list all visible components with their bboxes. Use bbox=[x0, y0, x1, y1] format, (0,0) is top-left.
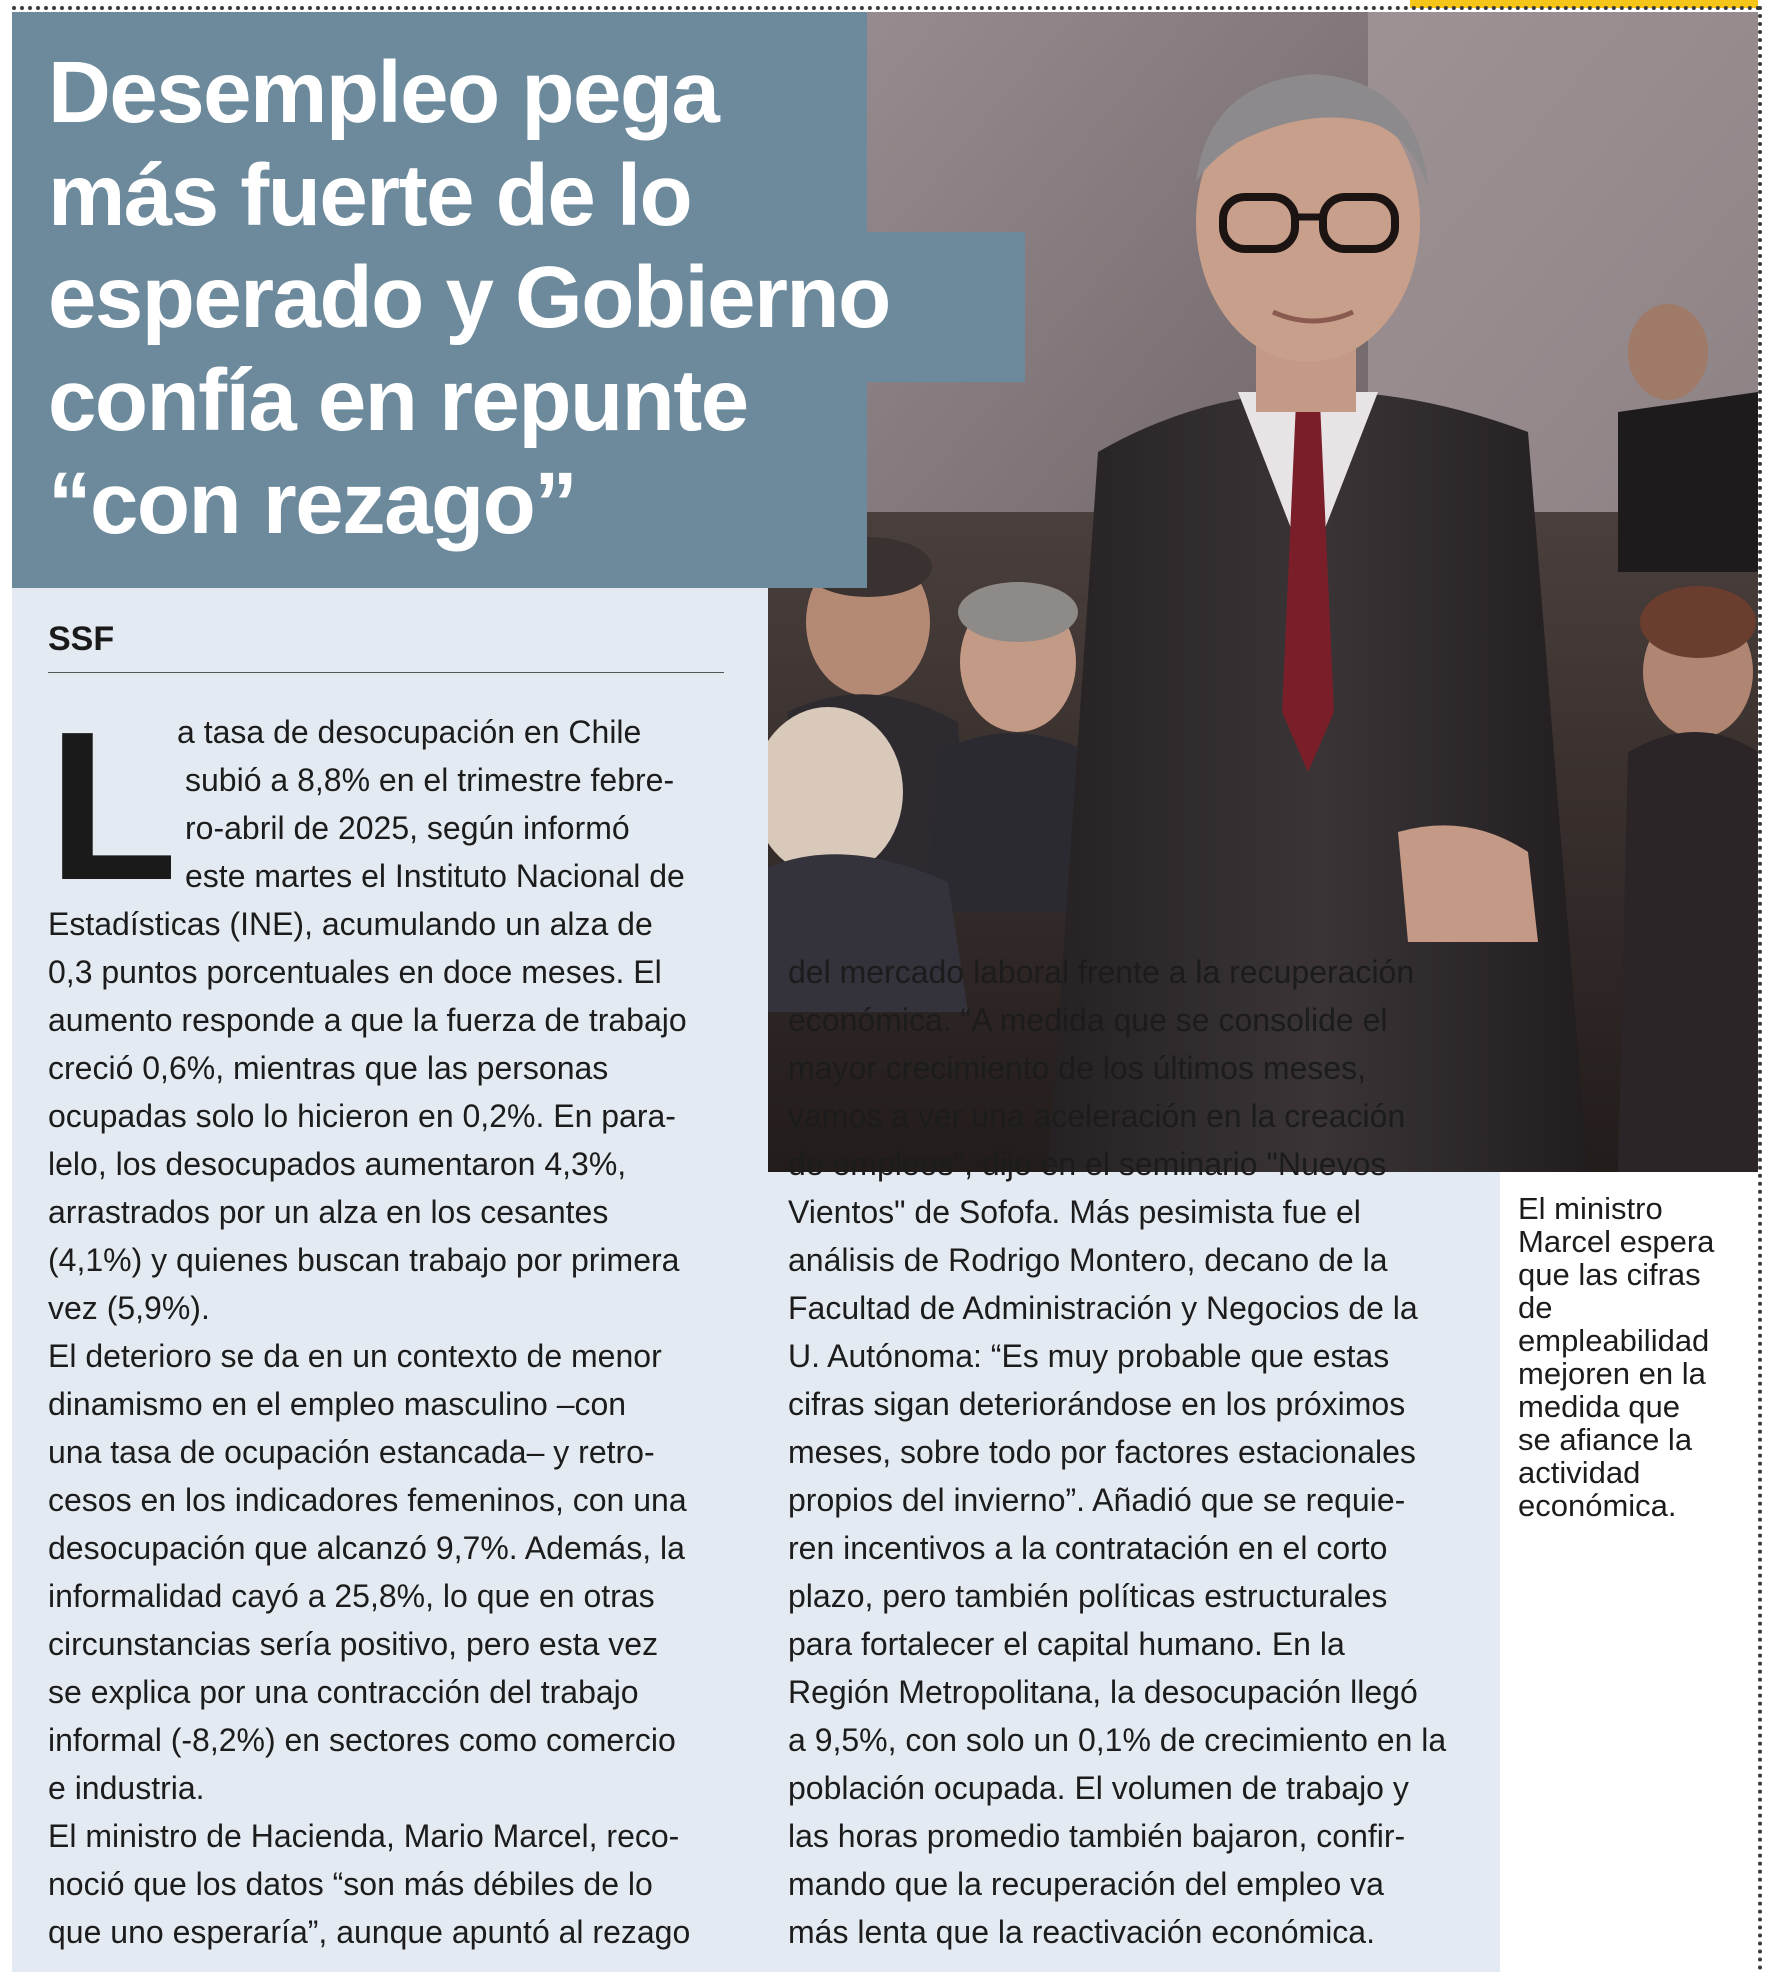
headline-line: más fuerte de lo bbox=[48, 146, 692, 244]
body-line: cifras sigan deteriorándose en los próximos bbox=[788, 1386, 1406, 1422]
headline-line: “con rezago” bbox=[48, 454, 577, 552]
headline-line: Desempleo pega bbox=[48, 44, 719, 141]
article-column-2 bbox=[788, 948, 1446, 1956]
body-line: a tasa de desocupación en Chile bbox=[177, 714, 642, 750]
body-line: mayor crecimiento de los últimos meses, bbox=[788, 1050, 1366, 1086]
body-line: económica. “A medida que se consolide el bbox=[788, 1002, 1388, 1038]
byline: SSF bbox=[48, 620, 115, 658]
body-line: plazo, pero también políticas estructurales bbox=[788, 1578, 1388, 1614]
body-line: informalidad cayó a 25,8%, lo que en otras bbox=[48, 1578, 655, 1614]
caption-line: que las cifras bbox=[1518, 1257, 1701, 1292]
body-line: para fortalecer el capital humano. En la bbox=[788, 1626, 1345, 1662]
body-line: El deterioro se da en un contexto de menor bbox=[48, 1338, 662, 1374]
body-line: se explica por una contracción del trabajo bbox=[48, 1674, 639, 1710]
body-line: este martes el Instituto Nacional de bbox=[185, 858, 685, 894]
caption-line: Marcel espera bbox=[1518, 1224, 1715, 1259]
body-line: propios del invierno”. Añadió que se requie- bbox=[788, 1482, 1406, 1518]
page-border-right bbox=[1758, 6, 1762, 1972]
page-border-top bbox=[12, 6, 1762, 10]
body-line: Facultad de Administración y Negocios de la bbox=[788, 1290, 1418, 1326]
body-line: ro-abril de 2025, según informó bbox=[185, 810, 630, 846]
headline-line: esperado y Gobierno bbox=[48, 249, 890, 347]
body-line: meses, sobre todo por factores estacionales bbox=[788, 1434, 1416, 1470]
body-line: arrastrados por un alza en los cesantes bbox=[48, 1194, 609, 1230]
body-line: análisis de Rodrigo Montero, decano de la bbox=[788, 1242, 1388, 1278]
body-line: Estadísticas (INE), acumulando un alza de bbox=[48, 906, 653, 942]
drop-cap: L bbox=[48, 687, 178, 924]
body-line: aumento responde a que la fuerza de trabajo bbox=[48, 1002, 687, 1038]
caption-line: mejoren en la bbox=[1518, 1356, 1706, 1391]
photo-caption bbox=[1518, 1192, 1750, 1522]
body-line: lelo, los desocupados aumentaron 4,3%, bbox=[48, 1146, 627, 1182]
body-line: informal (-8,2%) en sectores como comercio bbox=[48, 1722, 676, 1758]
body-line: Vientos" de Sofofa. Más pesimista fue el bbox=[788, 1194, 1361, 1230]
body-line: Región Metropolitana, la desocupación llegó bbox=[788, 1674, 1418, 1710]
body-line: noció que los datos “son más débiles de lo bbox=[48, 1866, 653, 1902]
caption-line: económica. bbox=[1518, 1488, 1677, 1523]
body-line: desocupación que alcanzó 9,7%. Además, la bbox=[48, 1530, 685, 1566]
body-line: U. Autónoma: “Es muy probable que estas bbox=[788, 1338, 1390, 1374]
body-line: circunstancias sería positivo, pero esta vez bbox=[48, 1626, 659, 1662]
body-line: cesos en los indicadores femeninos, con una bbox=[48, 1482, 687, 1518]
body-line: de empleos”, dijo en el seminario "Nuevos bbox=[788, 1146, 1387, 1182]
body-line: del mercado laboral frente a la recuperación bbox=[788, 954, 1415, 990]
body-line: ocupadas solo lo hicieron en 0,2%. En para- bbox=[48, 1098, 676, 1134]
body-line: 0,3 puntos porcentuales en doce meses. El bbox=[48, 954, 662, 990]
body-line: dinamismo en el empleo masculino –con bbox=[48, 1386, 627, 1422]
caption-line: empleabilidad bbox=[1518, 1323, 1710, 1358]
caption-line: actividad bbox=[1518, 1455, 1641, 1490]
body-line: a 9,5%, con solo un 0,1% de crecimiento en la bbox=[788, 1722, 1447, 1758]
body-line: mando que la recuperación del empleo va bbox=[788, 1866, 1384, 1902]
headline-line: confía en repunte bbox=[48, 351, 748, 449]
body-line: una tasa de ocupación estancada– y retro- bbox=[48, 1434, 655, 1470]
body-line: las horas promedio también bajaron, confir- bbox=[788, 1818, 1406, 1854]
byline-divider bbox=[48, 672, 724, 673]
body-line: creció 0,6%, mientras que las personas bbox=[48, 1050, 609, 1086]
body-line: vamos a ver una aceleración en la creación bbox=[788, 1098, 1406, 1134]
body-line: El ministro de Hacienda, Mario Marcel, reco- bbox=[48, 1818, 680, 1854]
body-line: más lenta que la reactivación económica. bbox=[788, 1914, 1375, 1950]
body-line: e industria. bbox=[48, 1770, 205, 1806]
body-line: (4,1%) y quienes buscan trabajo por primera bbox=[48, 1242, 680, 1278]
body-line: ren incentivos a la contratación en el corto bbox=[788, 1530, 1388, 1566]
caption-line: medida que bbox=[1518, 1389, 1681, 1424]
body-line: que uno esperaría”, aunque apuntó al rezago bbox=[48, 1914, 691, 1950]
body-line: vez (5,9%). bbox=[48, 1290, 210, 1326]
caption-line: de bbox=[1518, 1290, 1553, 1325]
body-line: subió a 8,8% en el trimestre febre- bbox=[185, 762, 675, 798]
caption-line: El ministro bbox=[1518, 1191, 1663, 1226]
article-headline bbox=[48, 42, 1048, 555]
article-column-1 bbox=[48, 708, 690, 1956]
caption-line: se afiance la bbox=[1518, 1422, 1693, 1457]
body-line: población ocupada. El volumen de trabajo y bbox=[788, 1770, 1409, 1806]
